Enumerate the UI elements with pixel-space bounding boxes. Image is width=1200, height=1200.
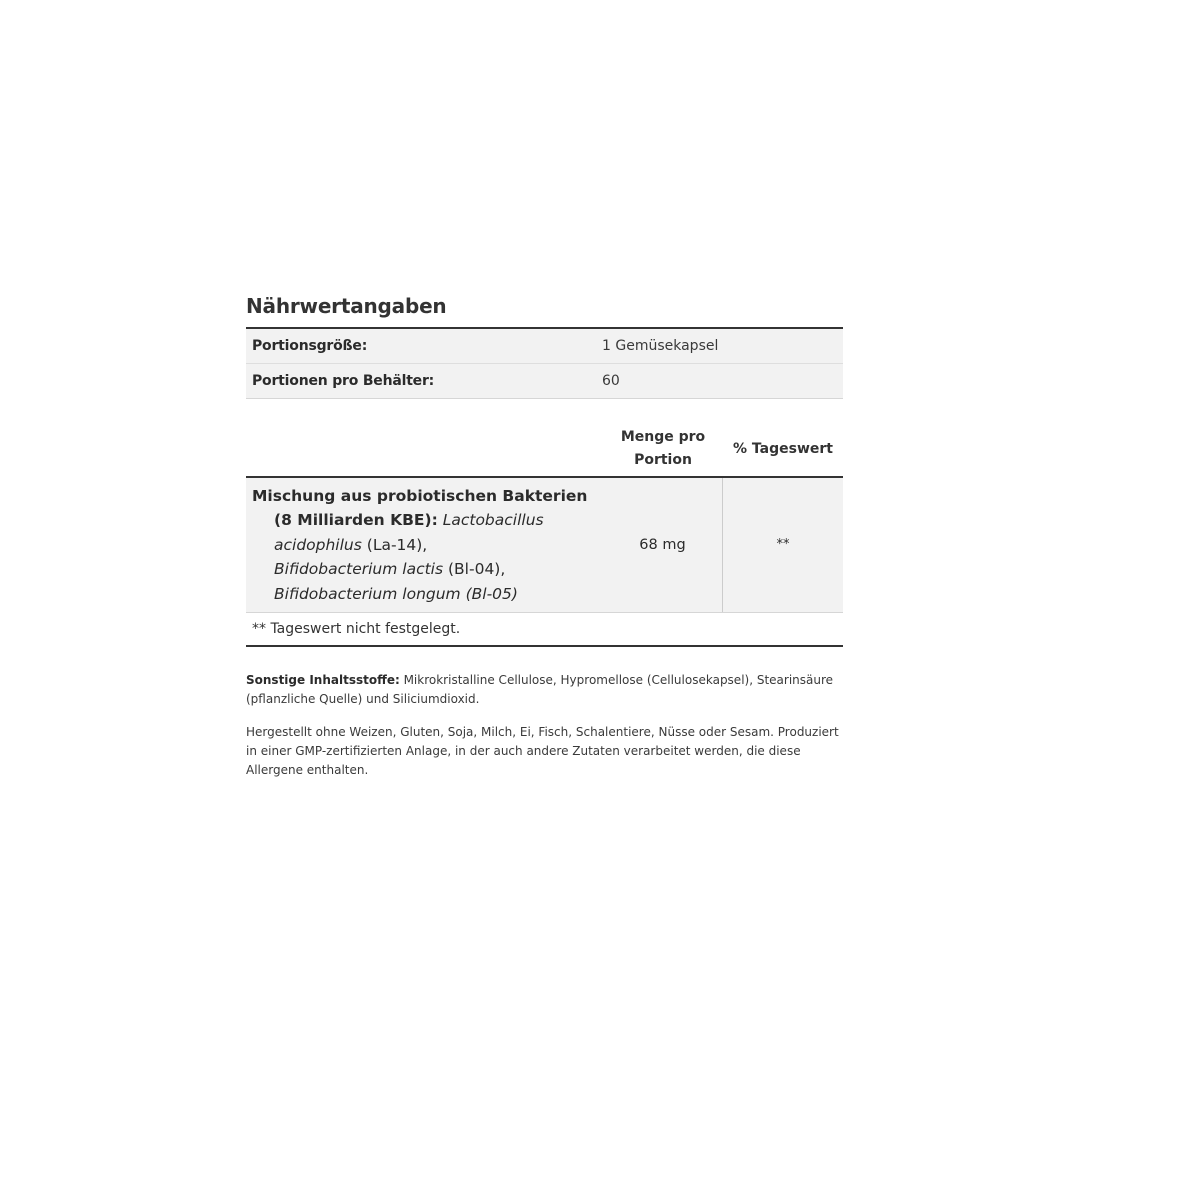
nutrient-name <box>246 478 603 612</box>
other-ingredients-label: Sonstige Inhaltsstoffe: <box>246 673 400 688</box>
strain3-name: Bifidobacterium longum (Bl-05) <box>274 584 518 603</box>
other-ingredients <box>246 671 843 709</box>
panel-title: Nährwertangaben <box>246 294 447 318</box>
nutrient-name-line4 <box>252 557 603 581</box>
strain1-species: acidophilus <box>274 535 362 554</box>
serving-size-value: 1 Gemüsekapsel <box>602 338 719 354</box>
header-amount-line2: Portion <box>634 452 692 468</box>
servings-per-container-row <box>246 363 843 398</box>
nutrient-name-line2 <box>252 508 603 532</box>
table-row <box>246 478 843 613</box>
servings-per-container-value: 60 <box>602 373 620 389</box>
nutrient-name-line3 <box>252 533 603 557</box>
supplement-facts-panel <box>246 291 843 780</box>
nutrient-name-line1: Mischung aus probiotischen Bakterien <box>252 487 588 505</box>
servings-per-container-label: Portionen pro Behälter: <box>252 373 435 389</box>
strain2-name: Bifidobacterium lactis <box>274 560 444 579</box>
strain1-code: (La-14), <box>366 535 428 554</box>
nutrient-amount: 68 mg <box>603 478 723 612</box>
other-ingredients-text: Mikrokristalline Cellulose, Hypromellose (Cellulosekapsel), Stearinsäure (pflanzliche Quelle) und Siliciumdioxid. <box>246 673 834 707</box>
header-amount-per-serving <box>603 423 723 476</box>
header-amount-line1: Menge pro <box>620 429 706 445</box>
allergen-statement: Hergestellt ohne Weizen, Gluten, Soja, Milch, Ei, Fisch, Schalentiere, Nüsse oder Sesam. Produziert in einer GMP-zertifizierten Anlage, in der auch andere Zutaten verarbeitet werden, die diese Allergene enthalten. <box>246 725 839 778</box>
serving-size-row <box>246 329 843 363</box>
daily-value-footnote: ** Tageswert nicht festgelegt. <box>246 613 843 647</box>
strain1-genus: Lactobacillus <box>442 511 544 530</box>
header-daily-value: % Tageswert <box>733 441 833 457</box>
nutrient-name-line5 <box>252 582 603 606</box>
nutrient-daily-value: ** <box>776 536 790 552</box>
nutrient-table-header <box>246 423 843 478</box>
header-name-column <box>246 423 603 476</box>
serving-table <box>246 327 843 399</box>
strain2-code: (Bl-04), <box>448 560 506 579</box>
nutrient-count: (8 Milliarden KBE): <box>274 511 438 530</box>
serving-size-label: Portionsgröße: <box>252 338 368 354</box>
